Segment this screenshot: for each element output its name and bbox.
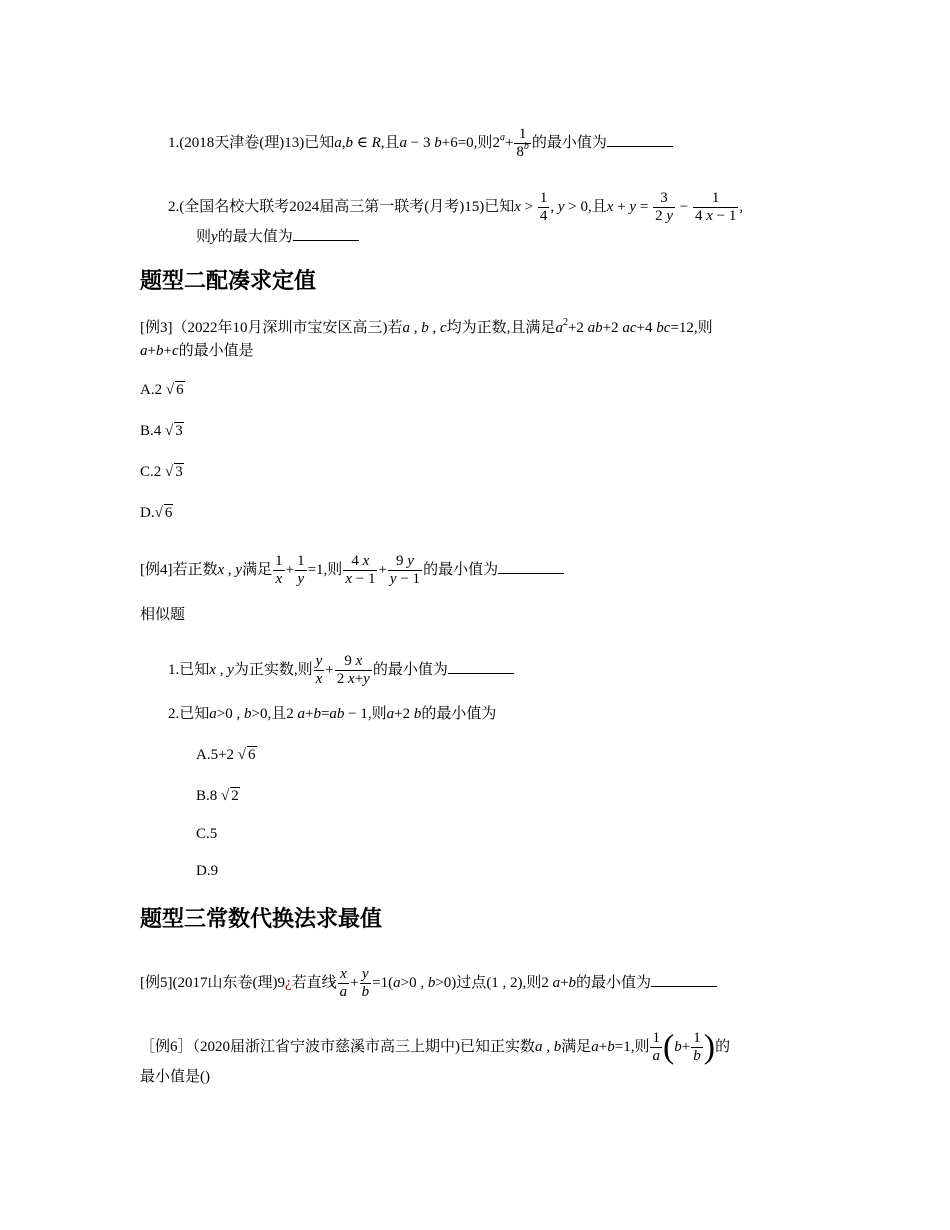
example-4-prefix: [例4]若正数 <box>140 561 218 578</box>
example-4-then: ,则 <box>323 561 343 578</box>
answer-blank[interactable] <box>293 226 359 241</box>
example-6: ［例6］（2020届浙江省宁波市慈溪市高三上期中)已知正实数a , b满足a+b=1,则 $\frac{1}{a}$ (b+ $\frac{1}{b}$ )的 <box>140 1028 731 1066</box>
option-d[interactable] <box>140 503 173 523</box>
similar-1-mid: 为正实数,则 <box>233 661 313 678</box>
example-3: [例3]（2022年10月深圳市宝安区高三)若a , b , c均为正数,且满足$a^2+2$ ab+2 ac+4 bc=12,则 <box>140 317 713 336</box>
sqrt: √ 3 <box>165 423 183 439</box>
similar-1-prefix: 1.已知 <box>168 661 210 678</box>
option-b-label: B.4 <box>140 423 162 439</box>
similar-2-prefix: 2.已知 <box>168 706 210 722</box>
fraction: $\frac{y}{b}$ <box>361 966 370 1000</box>
example-6-prefix: ［例6］（2020届浙江省宁波市慈溪市高三上期中)已知正实数 <box>140 1038 535 1055</box>
similar-label: 相似题 <box>140 607 186 623</box>
problem-1-prefix: 1.(2018天津卷(理)13)已知 <box>168 134 335 151</box>
sqrt: √ 2 <box>221 788 239 804</box>
problem-2-line2a: 则 <box>196 229 212 245</box>
fraction: $\frac{9 x}{2 x+y}$ <box>336 653 370 687</box>
fraction: $\frac{1}{4}$ <box>539 190 548 224</box>
similar-2-option-b[interactable] <box>196 786 240 806</box>
fraction: $\frac{y}{x}$ <box>315 653 323 687</box>
example-5-prefix: [例5](2017山东卷(理)9 <box>140 974 285 991</box>
problem-2-line2: 则y的最大值为 <box>196 226 359 247</box>
problem-1: 1.(2018天津卷(理)13)已知a,b ∈ R,且a − 3 b+6=0,则$2^a+$ $\frac{1}{8^b}$ 的最小值为 <box>168 126 673 161</box>
fraction: $\frac{1}{b}$ <box>693 1030 701 1064</box>
similar-1-tail: 的最小值为 <box>372 661 448 678</box>
example-5-pass: 过点 <box>456 974 487 991</box>
answer-blank[interactable] <box>448 659 514 674</box>
example-6-line2: 最小值是() <box>140 1069 210 1085</box>
similar-2-option-b-label: B.8 <box>196 788 218 804</box>
option-d-label: D. <box>140 505 155 521</box>
fraction: $\frac{4 x}{x - 1}$ <box>345 553 376 587</box>
option-c[interactable] <box>140 462 184 482</box>
fraction: $\frac{3}{2 y}$ <box>655 190 673 224</box>
fraction: $\frac{9 y}{y - 1}$ <box>389 553 421 587</box>
fraction: $\frac{1}{8^b}$ <box>516 126 529 160</box>
example-6-mid: 满足 <box>561 1038 592 1055</box>
similar-2-mid: ,且 <box>267 706 287 722</box>
fraction: $\frac{1}{x}$ <box>275 553 283 587</box>
similar-2-option-d[interactable] <box>196 861 218 881</box>
similar-1: 1.已知x , y为正实数,则 $\frac{y}{x}$ + $\frac{9 x}{2 x+y}$ 的最小值为 <box>168 653 514 688</box>
similar-2: 2.已知a>0 , b>0,且2 a+b=ab − 1,则a+2 b的最小值为 <box>168 706 497 722</box>
option-c-label: C.2 <box>140 464 162 480</box>
fraction: $\frac{x}{a}$ <box>339 966 348 1000</box>
example-6-then: ,则 <box>630 1038 650 1055</box>
example-5-then: ,则 <box>522 974 542 991</box>
option-a-label: A.2 <box>140 382 163 398</box>
section-heading-2: 题型二配凑求定值 <box>140 269 317 294</box>
similar-2-then: ,则 <box>367 706 387 722</box>
similar-2-option-c[interactable] <box>196 824 217 844</box>
option-b[interactable] <box>140 421 184 441</box>
answer-blank[interactable] <box>607 132 673 147</box>
example-5-mid: 若直线 <box>291 974 337 991</box>
problem-2-prefix: 2.(全国名校大联考2024届高三第一联考(月考)15)已知 <box>168 198 515 215</box>
sqrt: √ 6 <box>165 382 184 398</box>
example-5: [例5](2017山东卷(理)9¿若直线 $\frac{x}{a}$ + $\frac{y}{b}$ =1(a>0 , b>0)过点(1 , 2),则2 a+b的最小值为 <box>140 966 717 1001</box>
example-3-line2b: 的最小值是 <box>178 343 254 359</box>
problem-1-tail: 的最小值为 <box>531 134 607 151</box>
example-3-mid: 均为正数,且满足 <box>446 320 556 336</box>
section-heading-3: 题型三常数代换法求最值 <box>140 907 383 932</box>
answer-blank[interactable] <box>651 972 717 987</box>
problem-1-cond: ,且 <box>380 134 400 151</box>
problem-2-cond: ,且 <box>588 198 607 215</box>
fraction: $\frac{1}{4 x - 1}$ <box>694 190 737 224</box>
example-5-odd-char: ¿ <box>284 974 292 991</box>
similar-2-tail: 的最小值为 <box>421 706 497 722</box>
option-a[interactable] <box>140 380 185 400</box>
fraction: $\frac{1}{y}$ <box>297 553 305 587</box>
example-3-prefix: [例3]（2022年10月深圳市宝安区高三)若 <box>140 320 403 336</box>
answer-blank[interactable] <box>498 559 564 574</box>
similar-2-option-d-label: D.9 <box>196 863 219 879</box>
problem-2: 2.(全国名校大联考2024届高三第一联考(月考)15)已知x > $\frac{1}{4}$ , y > 0,且x + y = $\frac{3}{2 y}$ − $\frac{1}{4 x - 1}$ , <box>168 190 744 224</box>
similar-2-option-c-label: C.5 <box>196 826 218 842</box>
fraction: $\frac{1}{a}$ <box>652 1030 660 1064</box>
problem-1-mid: ,则 <box>473 134 493 151</box>
similar-2-option-a-label: A.5+2 <box>196 747 235 763</box>
example-4-tail: 的最小值为 <box>423 561 499 578</box>
example-5-tail: 的最小值为 <box>576 974 652 991</box>
sqrt: √ 6 <box>237 747 256 763</box>
problem-2-line2b: 的最大值为 <box>217 229 293 245</box>
example-3-line2: a+b+c的最小值是 <box>140 343 254 359</box>
example-4-mid: 满足 <box>242 561 273 578</box>
similar-2-option-a[interactable] <box>196 745 257 765</box>
sqrt: √ 3 <box>165 464 183 480</box>
example-6-tail: 的 <box>715 1038 731 1055</box>
sqrt: √ 6 <box>154 505 173 521</box>
example-4: [例4]若正数x , y满足 $\frac{1}{x}$ + $\frac{1}{y}$ =1,则 $\frac{4 x}{x - 1}$ + $\frac{9 y}{y - 1}$ 的最小值为 <box>140 553 564 588</box>
